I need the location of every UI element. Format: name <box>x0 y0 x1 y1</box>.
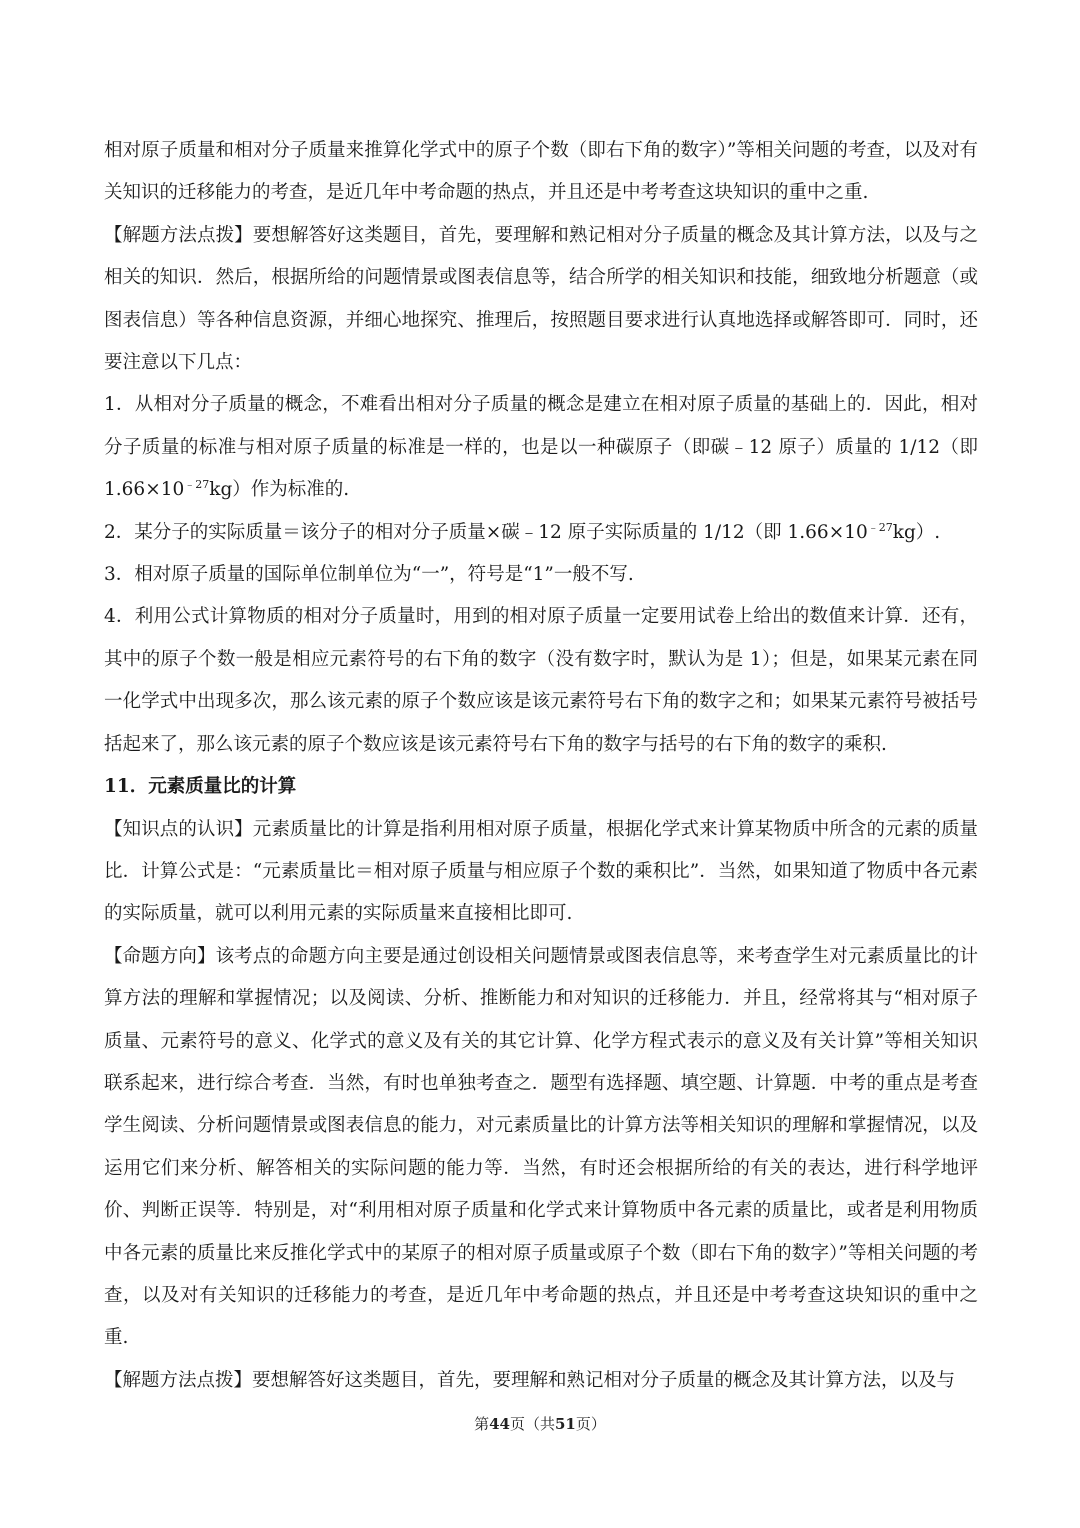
paragraph-exam-direction: 【命题方向】该考点的命题方向主要是通过创设相关问题情景或图表信息等，来考查学生对元素质量比的计算方法的理解和掌握情况；以及阅读、分析、推断能力和对知识的迁移能力．并且，经常将其与“相对原子质量、元素符号的意义、化学式的意义及有关的其它计算、化学方程式表示的意义及有关计算”等相关知识联系起来，进行综合考查．当然，有时也单独考查之．题型有选择题、填空题、计算题．中考的重点是考查学生阅读、分析问题情景或图表信息的能力，对元素质量比的计算方法等相关知识的理解和掌握情况，以及运用它们来分析、解答相关的实际问题的能力等．当然，有时还会根据所给的有关的表达，进行科学地评价、判断正误等．特别是，对“利用相对原子质量和化学式来计算物质中各元素的质量比，或者是利用物质中各元素的质量比来反推化学式中的某原子的相对原子质量或原子个数（即右下角的数字）”等相关问题的考查，以及对有关知识的迁移能力的考查，是近几年中考命题的热点，并且还是中考考查这块知识的重中之重. <box>104 945 978 1349</box>
point-1-text: 1．从相对分子质量的概念，不难看出相对分子质量的概念是建立在相对原子质量的基础上的．因此，相对分子质量的标准与相对原子质量的标准是一样的，也是以一种碳原子（即碳﹣12 原子）质量的 1/12（即 1.66×10 <box>104 394 978 501</box>
footer-suffix: 页） <box>575 1415 606 1433</box>
point-1-exponent: ﹣27 <box>184 478 210 492</box>
page-content <box>104 130 978 1402</box>
paragraph-point-2 <box>104 512 978 554</box>
footer-page-number: 44 <box>489 1415 510 1433</box>
footer-total-pages: 51 <box>555 1415 576 1433</box>
paragraph-continued: 相对原子质量和相对分子质量来推算化学式中的原子个数（即右下角的数字）”等相关问题的考查，以及对有关知识的迁移能力的考查，是近几年中考命题的热点，并且还是中考考查这块知识的重中之重. <box>104 140 978 204</box>
footer-prefix: 第 <box>474 1415 490 1433</box>
point-1-tail: kg）作为标准的. <box>209 479 350 501</box>
paragraph-knowledge-point: 【知识点的认识】元素质量比的计算是指利用相对原子质量，根据化学式来计算某物质中所含的元素的质量比．计算公式是：“元素质量比＝相对原子质量与相应原子个数的乘积比”．当然，如果知道了物质中各元素的实际质量，就可以利用元素的实际质量来直接相比即可. <box>104 818 978 925</box>
page-footer <box>0 1414 1080 1434</box>
footer-middle: 页（共 <box>509 1415 555 1433</box>
paragraph-point-1 <box>104 384 978 511</box>
paragraph-point-4: 4．利用公式计算物质的相对分子质量时，用到的相对原子质量一定要用试卷上给出的数值来计算．还有，其中的原子个数一般是相应元素符号的右下角的数字（没有数字时，默认为是 1）；但是，如果某元素在同一化学式中出现多次，那么该元素的原子个数应该是该元素符号右下角的数字之和；如果某元素符号被括号括起来了，那么该元素的原子个数应该是该元素符号右下角的数字与括号的右下角的数字的乘积. <box>104 606 978 755</box>
point-2-exponent: ﹣27 <box>867 520 893 534</box>
paragraph-point-3: 3．相对原子质量的国际单位制单位为“一”，符号是“1”一般不写. <box>104 564 634 586</box>
paragraph-method-tips-2: 【解题方法点拨】要想解答好这类题目，首先，要理解和熟记相对分子质量的概念及其计算方法，以及与 <box>104 1369 956 1391</box>
paragraph-method-tips: 【解题方法点拨】要想解答好这类题目，首先，要理解和熟记相对分子质量的概念及其计算方法，以及与之相关的知识．然后，根据所给的问题情景或图表信息等，结合所学的相关知识和技能，细致地分析题意（或图表信息）等各种信息资源，并细心地探究、推理后，按照题目要求进行认真地选择或解答即可．同时，还要注意以下几点： <box>104 224 978 374</box>
point-2-tail: kg）. <box>892 521 941 543</box>
section-heading: 11．元素质量比的计算 <box>104 776 297 798</box>
point-2-text: 2．某分子的实际质量＝该分子的相对分子质量×碳﹣12 原子实际质量的 1/12（即 1.66×10 <box>104 521 868 543</box>
